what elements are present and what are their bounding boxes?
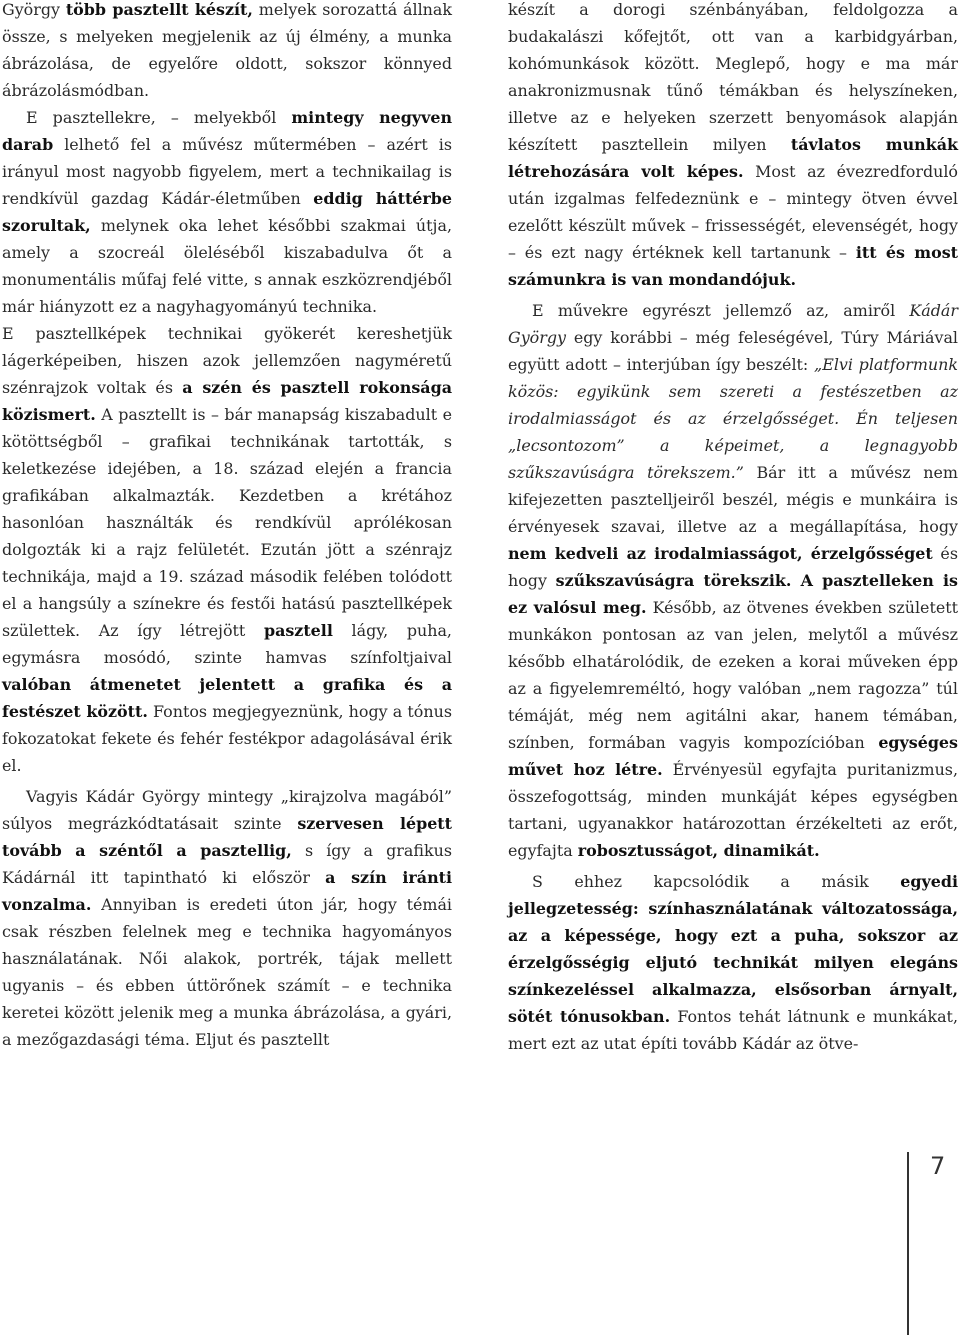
text-run: és hogy [508,544,958,590]
text-run: s így a grafikus Kádárnál itt tapintható ki először [2,841,452,887]
emphasis-text: pasztell [263,621,333,640]
text-run: Most az évezredforduló után izgalmas felfedeznünk e – mintegy ötven évvel ezelőtt készült művek – frissességét, elevenségét, hogy – és ezt nagy értéknek kell tartanunk – [508,162,958,262]
text-run: Annyiban is eredeti úton jár, hogy témái csak részben felelnek meg e technika hagyományos használatának. Női alakok, portrék, tájak mellett ugyanis – és ebben úttörőnek számít – e technika keretei között jelenik meg a munka ábrázolása, a gyári, a mezőgazdasági téma. Eljut és pasztellt [2,895,452,1049]
paragraph [2,320,452,779]
text-run: A pasztellt is – bár manapság kiszabadult e kötöttségből – grafikai technikának tartották, s keletkezése idejében, a 18. század elején a francia grafikában alkalmazták. Kezdetben a krétához hasonlóan használták és rendkívül aprólékosan dolgozták ki a rajz felületét. Ezután jött a szénrajz technikája, majd a 19. század második felében tolódott el a hangsúly a színekre és festői hatású pasztellképek születtek. Az így létrejött [2,405,452,640]
text-run: melynek oka lehet későbbi szakmai útja, amely a szocreál öleléséből kiszabadulva őt a monumentális műfaj felé vitte, s annak eszközrendjéből már hiányzott ez a nagyhagyományú technika. [2,216,452,316]
text-run: lelhető fel a művész műtermében – azért is irányul most nagyobb figyelem, mert a technikailag is rendkívül gazdag Kádár-életműben [2,135,452,208]
emphasis-text: robosztusságot, dinamikát. [577,841,820,860]
emphasis-text: itt és most számunkra is van mondandójuk. [508,243,958,289]
left-column [2,0,452,1053]
text-run: E pasztellekre, – melyekből [26,108,292,127]
paragraph [508,297,958,864]
text-run: Érvényesül egyfajta puritanizmus, összefogottság, minden munkáját képes egységben tartani, ugyanakkor határozottan érzékelteti az erőt, egyfajta [508,760,959,860]
paragraph [508,868,958,1057]
emphasis-text: szervesen lépett tovább a széntől a pasztellig, [2,814,452,860]
italic-text: Kádár György [508,301,958,347]
paragraph [508,0,958,293]
emphasis-text: a szín iránti vonzalma. [2,868,452,914]
text-run: készít a dorogi szénbányában, feldolgozza a budakalászi kőfejtőt, ott van a karbidgyárban, kohómunkások között. Meglepő, hogy e ma már anakronizmusnak tűnő témákban és helyszíneken, illetve az e helyeken szerzett benyomások alapján készített pasztellein milyen [508,0,958,154]
paragraph [2,104,452,320]
emphasis-text: mintegy negyven darab [2,108,452,154]
text-run: Vagyis Kádár György mintegy „kirajzolva magából” súlyos megrázkódtatásait szinte [2,787,452,833]
text-run: lágy, puha, egymásra mosódó, szinte hamvas színfoltjaival [2,621,452,667]
emphasis-text: valóban átmenetet jelentett a grafika és a festészet között. [2,675,452,721]
paragraph [2,0,452,104]
page-number: 7 [930,1152,946,1180]
quotation: „Elvi platformunk közös: egyikünk sem szereti a festészetben az irodalmiasságot és az érzelgősséget. Én teljesen „lecsontozom” a képeimet, a legnagyobb szűkszavúságra törekszem.” [508,355,958,482]
text-run: E művekre egyrészt jellemző az, amiről [532,301,910,320]
emphasis-text: egységes művet hoz létre. [508,733,958,779]
text-run: E pasztellképek technikai gyökerét kereshetjük lágerképeiben, hiszen azok jellemzően nagyméretű szénrajzok voltak és [2,324,452,397]
text-run: György [2,0,66,19]
page-number-rule [907,1152,909,1335]
emphasis-text: eddig háttérbe szorultak, [2,189,452,235]
text-run: S ehhez kapcsolódik a másik [532,872,901,891]
emphasis-text: szűkszavúságra törekszik. A pasztelleken is ez valósul meg. [508,571,958,617]
emphasis-text: nem kedveli az irodalmiasságot, érzelgősséget [508,544,933,563]
text-run: Fontos tehát látnunk e munkákat, mert ezt az utat építi tovább Kádár az ötve- [508,1007,958,1053]
text-run: Később, az ötvenes években született munkákon pontosan az van jelen, melytől a művész később elhatárolódik, de ezeken a korai műveken épp az a figyelemreméltó, hogy valóban „nem ragozza” túl témáját, még nem agitálni akar, hanem témában, színben, formában vagyis kompozícióban [508,598,959,752]
paragraph [2,783,452,1053]
text-run: Bár itt a művész nem kifejezetten pasztelljeiről beszél, mégis e munkáira is érvényesek szavai, illetve az a megállapítása, hogy [508,463,958,536]
emphasis-text: több pasztellt készít, [65,0,253,19]
emphasis-text: a szén és pasztell rokonsága közismert. [2,378,452,424]
emphasis-text: egyedi jellegzetesség: színhasználatának változatossága, az a képessége, hogy ezt a puha, sokszor az érzelgősségig eljutó technikát milyen elegáns színkezeléssel alkalmazza, elsősorban árnyalt, sötét tónusokban. [508,872,958,1026]
text-run: egy korábbi – még feleségével, Túry Máriával együtt adott – interjúban így beszélt: [508,328,958,374]
right-column [508,0,958,1057]
text-run: melyek sorozattá állnak össze, s melyeken megjelenik az új élmény, a munka ábrázolása, de egyelőre oldott, sokszor könnyed ábrázolásmódban. [2,0,452,100]
text-run: Fontos megjegyeznünk, hogy a tónus fokozatokat fekete és fehér festékpor adagolásával érik el. [2,702,452,775]
emphasis-text: távlatos munkák létrehozására volt képes. [508,135,959,181]
